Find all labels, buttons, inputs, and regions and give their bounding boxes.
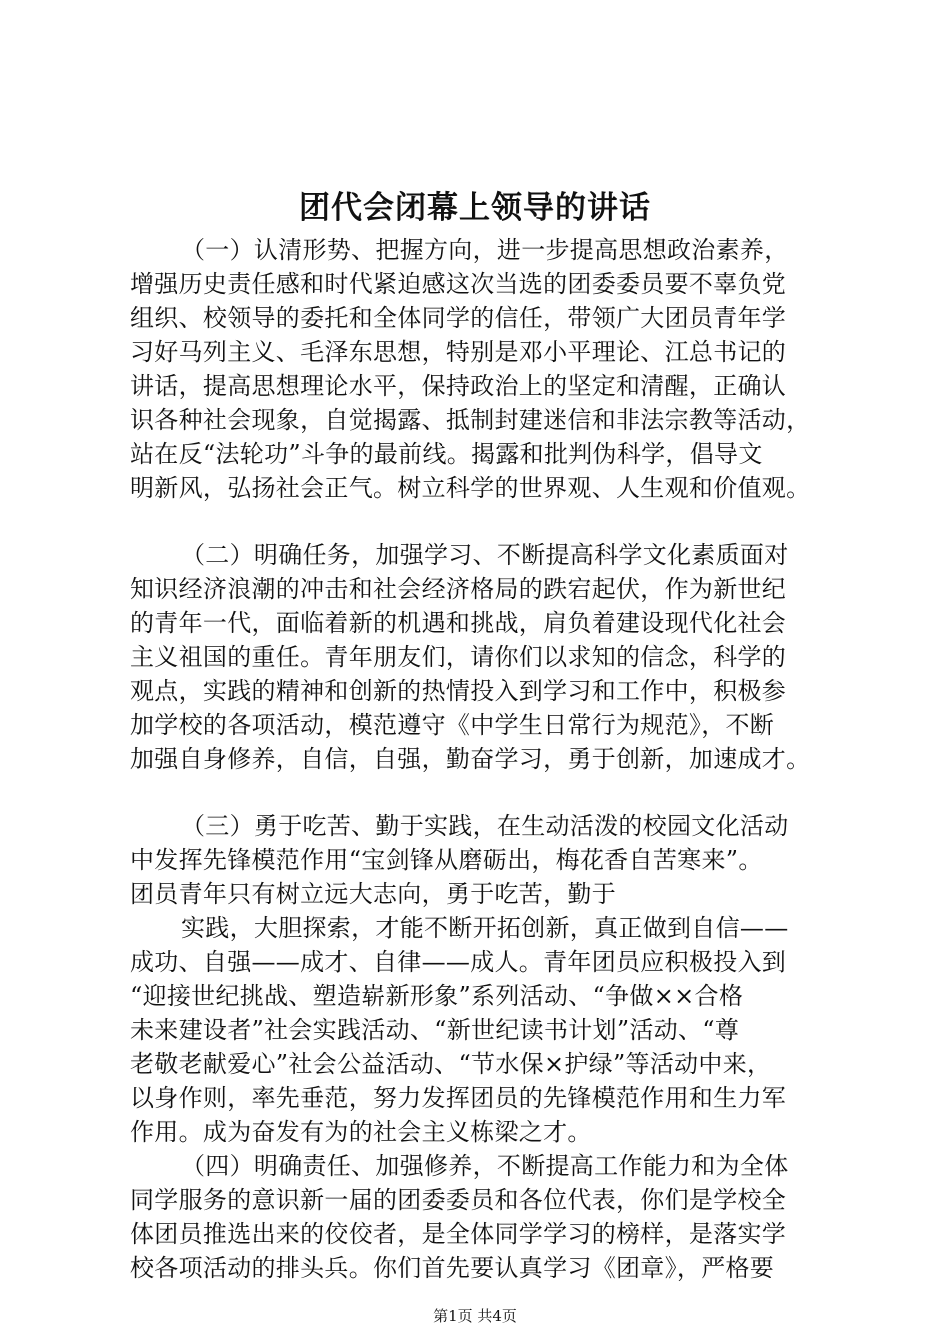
paragraph-4-line: 同学服务的意识新一届的团委委员和各位代表，你们是学校全 [130,1186,787,1214]
paragraph-4-line: 校各项活动的排头兵。你们首先要认真学习《团章》，严格要 [130,1254,775,1282]
paragraph-1-line: 明新风，弘扬社会正气。树立科学的世界观、人生观和价值观。 [130,474,811,502]
paragraph-3-line: 以身作则，率先垂范，努力发挥团员的先锋模范作用和生力军 [130,1084,787,1112]
paragraph-3-line: 老敬老献爱心”社会公益活动、“节水保×护绿”等活动中来， [130,1050,772,1078]
paragraph-3-line: 作用。成为奋发有为的社会主义栋梁之才。 [130,1118,592,1146]
paragraph-4-line: 体团员推选出来的佼佼者，是全体同学学习的榜样，是落实学 [130,1220,787,1248]
paragraph-1-line: 识各种社会现象，自觉揭露、抵制封建迷信和非法宗教等活动， [130,406,811,434]
paragraph-1-line: 讲话，提高思想理论水平，保持政治上的坚定和清醒，正确认 [130,372,787,400]
paragraph-2-line: 加学校的各项活动，模范遵守《中学生日常行为规范》，不断 [130,711,775,739]
paragraph-3-line: （三）勇于吃苦、勤于实践，在生动活泼的校园文化活动 [181,812,789,840]
paragraph-1-line: 站在反“法轮功”斗争的最前线。揭露和批判伪科学，倡导文 [130,440,763,468]
paragraph-3-line: 团员青年只有树立远大志向，勇于吃苦，勤于 [130,880,616,908]
paragraph-2-line: 加强自身修养，自信，自强，勤奋学习，勇于创新，加速成才。 [130,745,811,773]
paragraph-2-line: 观点，实践的精神和创新的热情投入到学习和工作中，积极参 [130,677,787,705]
paragraph-4-line: （四）明确责任、加强修养，不断提高工作能力和为全体 [181,1152,789,1180]
paragraph-1-line: 组织、校领导的委托和全体同学的信任，带领广大团员青年学 [130,304,787,332]
document-title: 团代会闭幕上领导的讲话 [299,190,651,226]
paragraph-2-line: 的青年一代，面临着新的机遇和挑战，肩负着建设现代化社会 [130,609,787,637]
paragraph-1-line: 习好马列主义、毛泽东思想，特别是邓小平理论、江总书记的 [130,338,787,366]
paragraph-3-line: 未来建设者”社会实践活动、“新世纪读书计划”活动、“尊 [130,1016,740,1044]
paragraph-2-line: 主义祖国的重任。青年朋友们，请你们以求知的信念，科学的 [130,643,787,671]
paragraph-2-line: （二）明确任务，加强学习、不断提高科学文化素质面对 [181,541,789,569]
paragraph-3-line: 成功、自强——成才、自律——成人。青年团员应积极投入到 [130,948,787,976]
paragraph-3-line: “迎接世纪挑战、塑造崭新形象”系列活动、“争做××合格 [130,982,744,1010]
page-number-footer: 第1页 共4页 [433,1307,517,1325]
paragraph-1-line: （一）认清形势、把握方向，进一步提高思想政治素养， [181,236,789,264]
paragraph-1-line: 增强历史责任感和时代紧迫感这次当选的团委委员要不辜负党 [130,270,787,298]
paragraph-3-line: 中发挥先锋模范作用“宝剑锋从磨砺出，梅花香自苦寒来”。 [130,846,763,874]
paragraph-2-line: 知识经济浪潮的冲击和社会经济格局的跌宕起伏，作为新世纪 [130,575,787,603]
paragraph-3-line: 实践，大胆探索，才能不断开拓创新，真正做到自信—— [181,914,789,942]
